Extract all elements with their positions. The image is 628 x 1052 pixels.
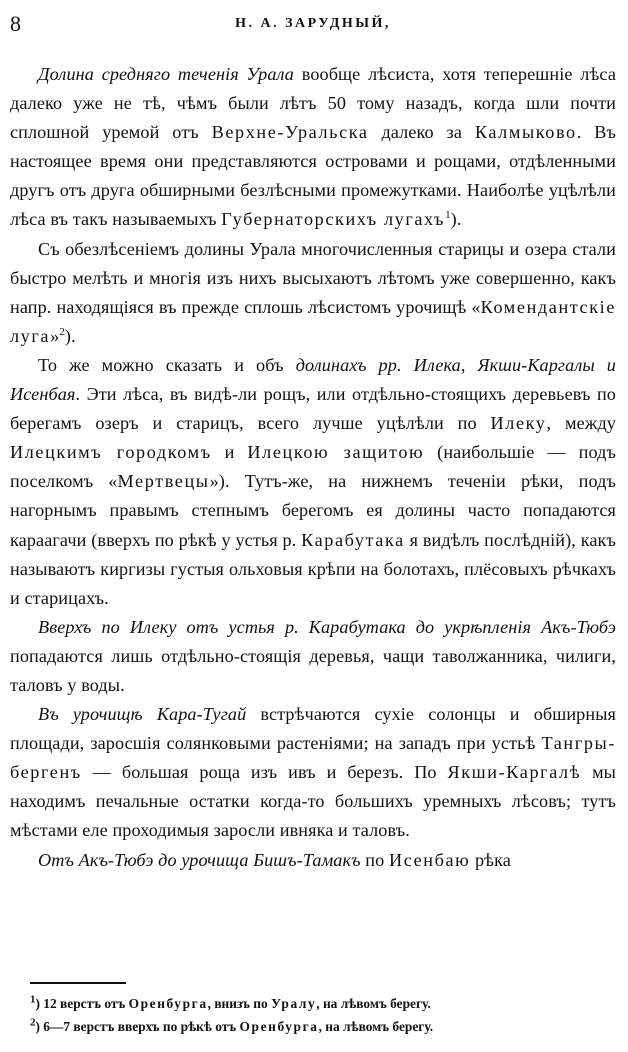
paragraph-ilek-valleys: То же можно сказать и объ долинахъ рр. Илека, Якши-Каргалы и Исенбая. Эти лѣса, въ видѣ-ли рощъ, или отдѣльно-стоящихъ деревьевъ по берегамъ озеръ и старицъ, всего лучше уцѣлѣли по Илеку, между Илецкимъ городкомъ и Илецкою защитою (наибольшіе — подъ поселкомъ «Мертвецы»). Тутъ-же, на нижнемъ теченіи рѣки, подъ нагорнымъ правымъ степнымъ берегомъ ея долины часто попадаются караагачи (вверхъ по рѣкѣ у устья р. Карабутака я видѣлъ послѣдній), какъ называютъ киргизы густыя ольховыя крѣпи на болотахъ, плёсовыхъ рѣчкахъ и старицахъ. [10, 354, 616, 608]
place-name: Илецкимъ городкомъ [10, 442, 212, 463]
book-page [10, 6, 616, 1046]
italic-term: Долина средняго теченія Урала [38, 64, 295, 84]
page-header [10, 6, 616, 46]
italic-term: Вверхъ по Илеку отъ устья р. Карабутака до укрѣпленія Акъ-Тюбэ [38, 616, 616, 637]
footnote-ref: 1 [445, 209, 451, 222]
footnote-1: $^1$) 12 верстъ отъ Оренбурга, внизъ по Уралу, на лѣвомъ берегу. [30, 993, 431, 1011]
running-title: Н. А. ЗАРУДНЫЙ, [235, 16, 391, 31]
place-name: Верхне-Уральска [211, 122, 369, 143]
italic-term: Въ урочищѣ Кара-Тугай [38, 704, 247, 725]
place-name: Исенбаю [388, 849, 471, 870]
place-name: Якши-Каргалѣ [447, 762, 582, 783]
place-name: Оренбурга [128, 996, 208, 1011]
place-name: Уралу [271, 996, 317, 1011]
body-text [10, 60, 616, 875]
place-name: Илецкою защитою [247, 442, 425, 463]
place-name: Мертвецы [117, 471, 210, 492]
footnote-mark: 2 [30, 1016, 36, 1029]
footnote-mark: 1 [30, 993, 36, 1006]
footnote-ref: 2 [59, 325, 65, 338]
paragraph-ural-valley: Долина средняго теченія Урала вообще лѣсиста, хотя теперешніе лѣса далеко уже не тѣ, чѣмъ были лѣтъ 50 тому назадъ, когда шли почти сплошной уремой отъ Верхне-Уральска далеко за Калмыково. Въ настоящее время они представляются островами и рощами, отдѣленными другъ отъ друга обширными безлѣсными промежутками. Наиболѣе уцѣлѣли лѣса въ такъ называемыхъ Губернаторскихъ лугахъ$^1$). [10, 64, 617, 230]
paragraph-upper-ilek: Вверхъ по Илеку отъ устья р. Карабутака до укрѣпленія Акъ-Тюбэ попадаются лишь отдѣльно-стоящія деревья, чащи таволжанника, чилиги, таловъ у воды. [10, 616, 616, 695]
italic-term: Отъ Акъ-Тюбэ до урочища Бишъ-Тамакъ [38, 849, 361, 870]
place-name: Илеку [490, 413, 547, 434]
place-name: Губернаторскихъ лугахъ [221, 209, 446, 230]
italic-term: долинахъ рр. Илека, Якши-Каргалы и Исенбая [10, 354, 616, 405]
place-name: Оренбурга [239, 1019, 319, 1034]
paragraph-ak-tyube: Отъ Акъ-Тюбэ до урочища Бишъ-Тамакъ по Исенбаю рѣка [38, 849, 511, 870]
paragraph-deforestation: Съ обезлѣсеніемъ долины Урала многочисленныя старицы и озера стали быстро мелѣть и многія изъ нихъ высыхаютъ лѣтомъ уже совершенно, какъ напр. находящіяся въ прежде сплошь лѣсистомъ урочищѣ «Комендантскіе луга»$^2$). [10, 238, 616, 346]
place-name: Тангры-бергенъ [10, 733, 616, 783]
place-name: Калмыково [474, 122, 577, 143]
place-name: Карабутака [301, 529, 405, 550]
footnote-divider [30, 982, 126, 984]
paragraph-kara-tugai: Въ урочищѣ Кара-Тугай встрѣчаются сухіе солонцы и обширныя площади, заросшія солянковыми растеніями; на западъ при устьѣ Тангры-бергенъ — большая роща изъ ивъ и березъ. По Якши-Каргалѣ мы находимъ печальные остатки когда-то большихъ уремныхъ лѣсовъ; тутъ мѣстами еле проходимыя заросли ивняка и таловъ. [10, 704, 617, 841]
page-number: 8 [10, 11, 21, 36]
footnotes [30, 992, 628, 1038]
footnote-2: $^2$) 6—7 верстъ вверхъ по рѣкѣ отъ Оренбурга, на лѣвомъ берегу. [30, 1016, 434, 1034]
place-name: Комендантскіе луга [10, 296, 616, 346]
